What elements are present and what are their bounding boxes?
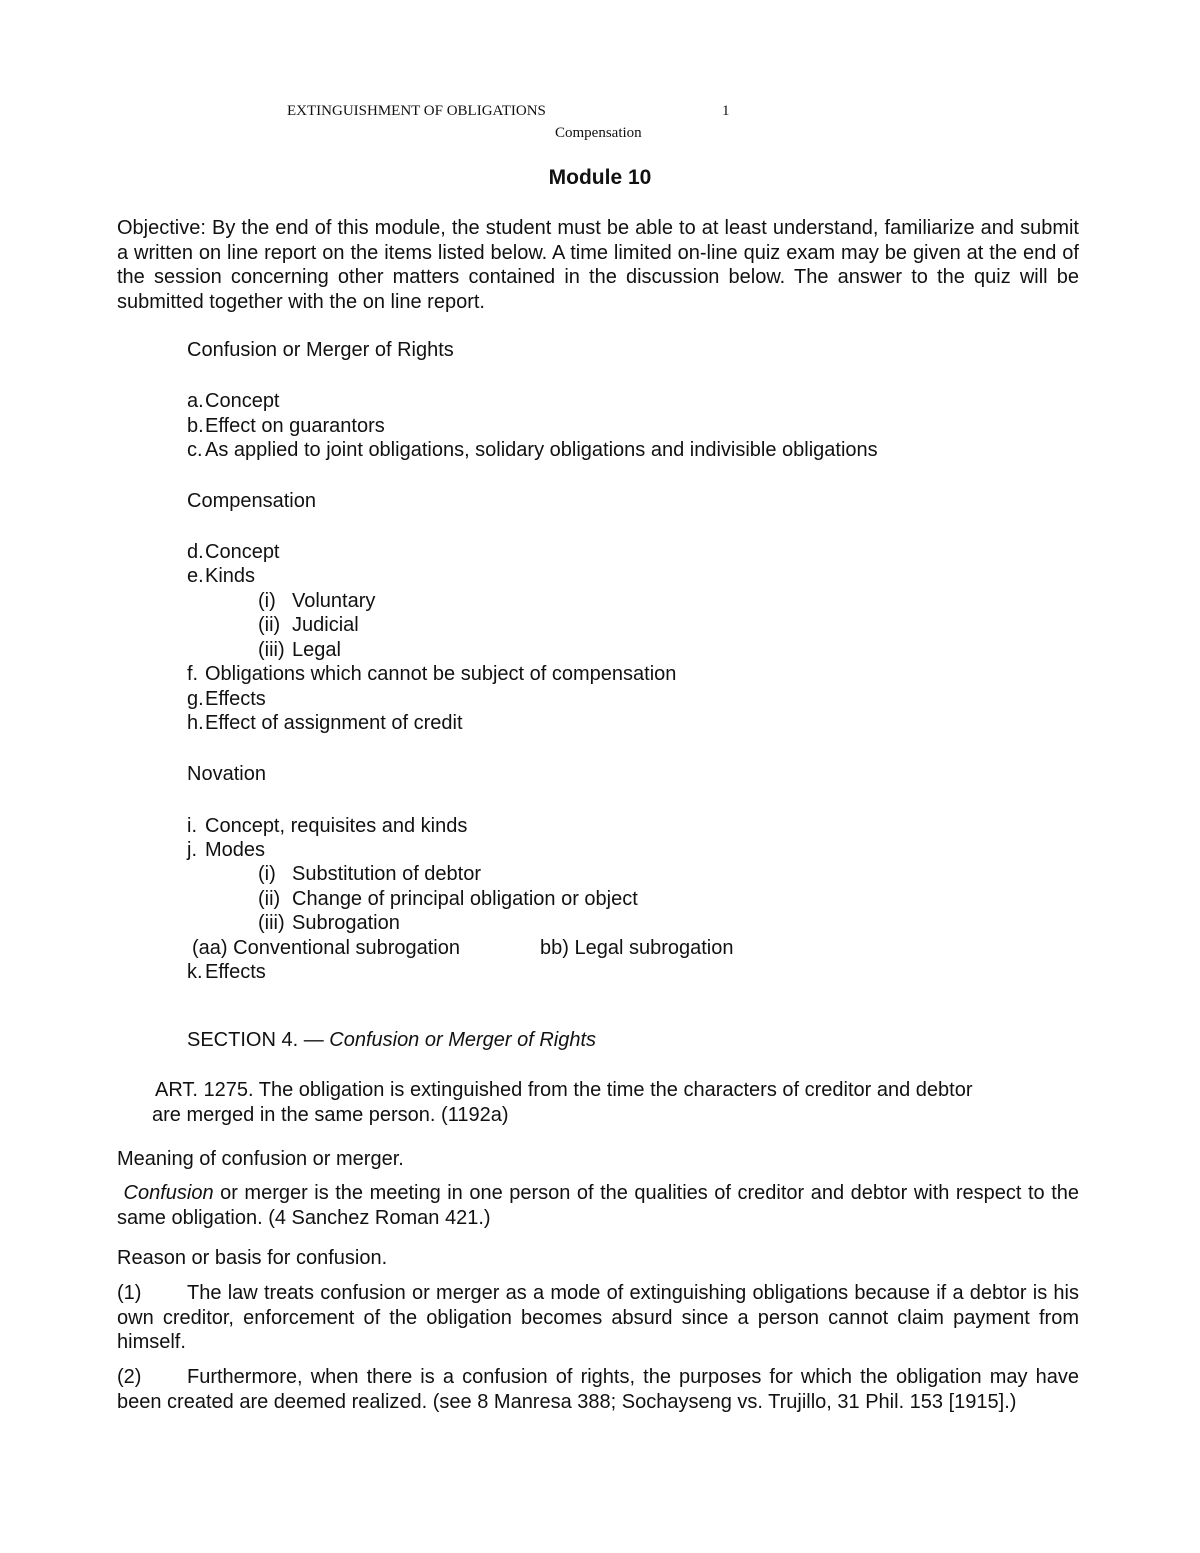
outline-subitem: (i) Voluntary xyxy=(258,590,376,612)
outline-heading-confusion: Confusion or Merger of Rights xyxy=(187,339,454,361)
objective-paragraph: Objective: By the end of this module, the student must be able to at least understand, familiarize and submit a written on line report on the items listed below. A time limited on-line quiz exam may be given at the end of the session concerning other matters contained in the discussion below. The answer to the quiz will be submitted together with the on line report. xyxy=(117,217,1079,313)
outline-item: b.Effect on guarantors xyxy=(187,415,385,437)
outline-subitem: (iii) Subrogation xyxy=(258,912,400,934)
outline-subitem: bb) Legal subrogation xyxy=(540,937,734,959)
module-title: Module 10 xyxy=(548,166,652,189)
outline-subitem: (i) Substitution of debtor xyxy=(258,863,482,885)
outline-item: h.Effect of assignment of credit xyxy=(187,712,463,734)
section-heading: SECTION 4. — Confusion or Merger of Rights xyxy=(187,1029,597,1051)
page-subtitle: Compensation xyxy=(555,125,642,141)
reason-paragraph: (2) Furthermore, when there is a confusion of rights, the purposes for which the obligation may have been created are deemed realized. (see 8 Manresa 388; Sochayseng vs. Trujillo, 31 Phil. 153 [1915].) xyxy=(117,1366,1079,1413)
meaning-paragraph: Confusion or merger is the meeting in one person of the qualities of creditor and debtor with respect to the same obligation. (4 Sanchez Roman 421.) xyxy=(117,1182,1080,1229)
outline-item: g.Effects xyxy=(187,688,266,710)
running-title: EXTINGUISHMENT OF OBLIGATIONS xyxy=(287,103,546,119)
outline-heading-novation: Novation xyxy=(187,763,266,785)
outline-item: f. Obligations which cannot be subject of compensation xyxy=(187,663,677,685)
outline-subitem: (ii) Change of principal obligation or object xyxy=(258,888,638,910)
outline-item: j. Modes xyxy=(187,839,266,861)
outline-subitem: (iii) Legal xyxy=(258,639,341,661)
outline-subitem: (ii) Judicial xyxy=(258,614,359,636)
reason-heading: Reason or basis for confusion. xyxy=(117,1247,388,1269)
reason-paragraph: (1) The law treats confusion or merger as a mode of extinguishing obligations because if a debtor is his own creditor, enforcement of the obligation becomes absurd since a person cannot claim payment from himself. xyxy=(117,1282,1079,1354)
outline-item: e.Kinds xyxy=(187,565,256,587)
outline-item: i. Concept, requisites and kinds xyxy=(187,815,468,837)
outline-item: k. Effects xyxy=(187,961,266,983)
article-line-1: ART. 1275. The obligation is extinguished from the time the characters of creditor and debtor xyxy=(155,1079,973,1101)
meaning-heading: Meaning of confusion or merger. xyxy=(117,1148,404,1170)
outline-item: d.Concept xyxy=(187,541,280,563)
article-line-2: are merged in the same person. (1192a) xyxy=(152,1104,509,1126)
outline-subitem: (aa) Conventional subrogation xyxy=(192,937,460,959)
outline-heading-compensation: Compensation xyxy=(187,490,316,512)
outline-item: c. As applied to joint obligations, solidary obligations and indivisible obligations xyxy=(187,439,878,461)
page-number: 1 xyxy=(722,103,730,119)
outline-item: a.Concept xyxy=(187,390,280,412)
